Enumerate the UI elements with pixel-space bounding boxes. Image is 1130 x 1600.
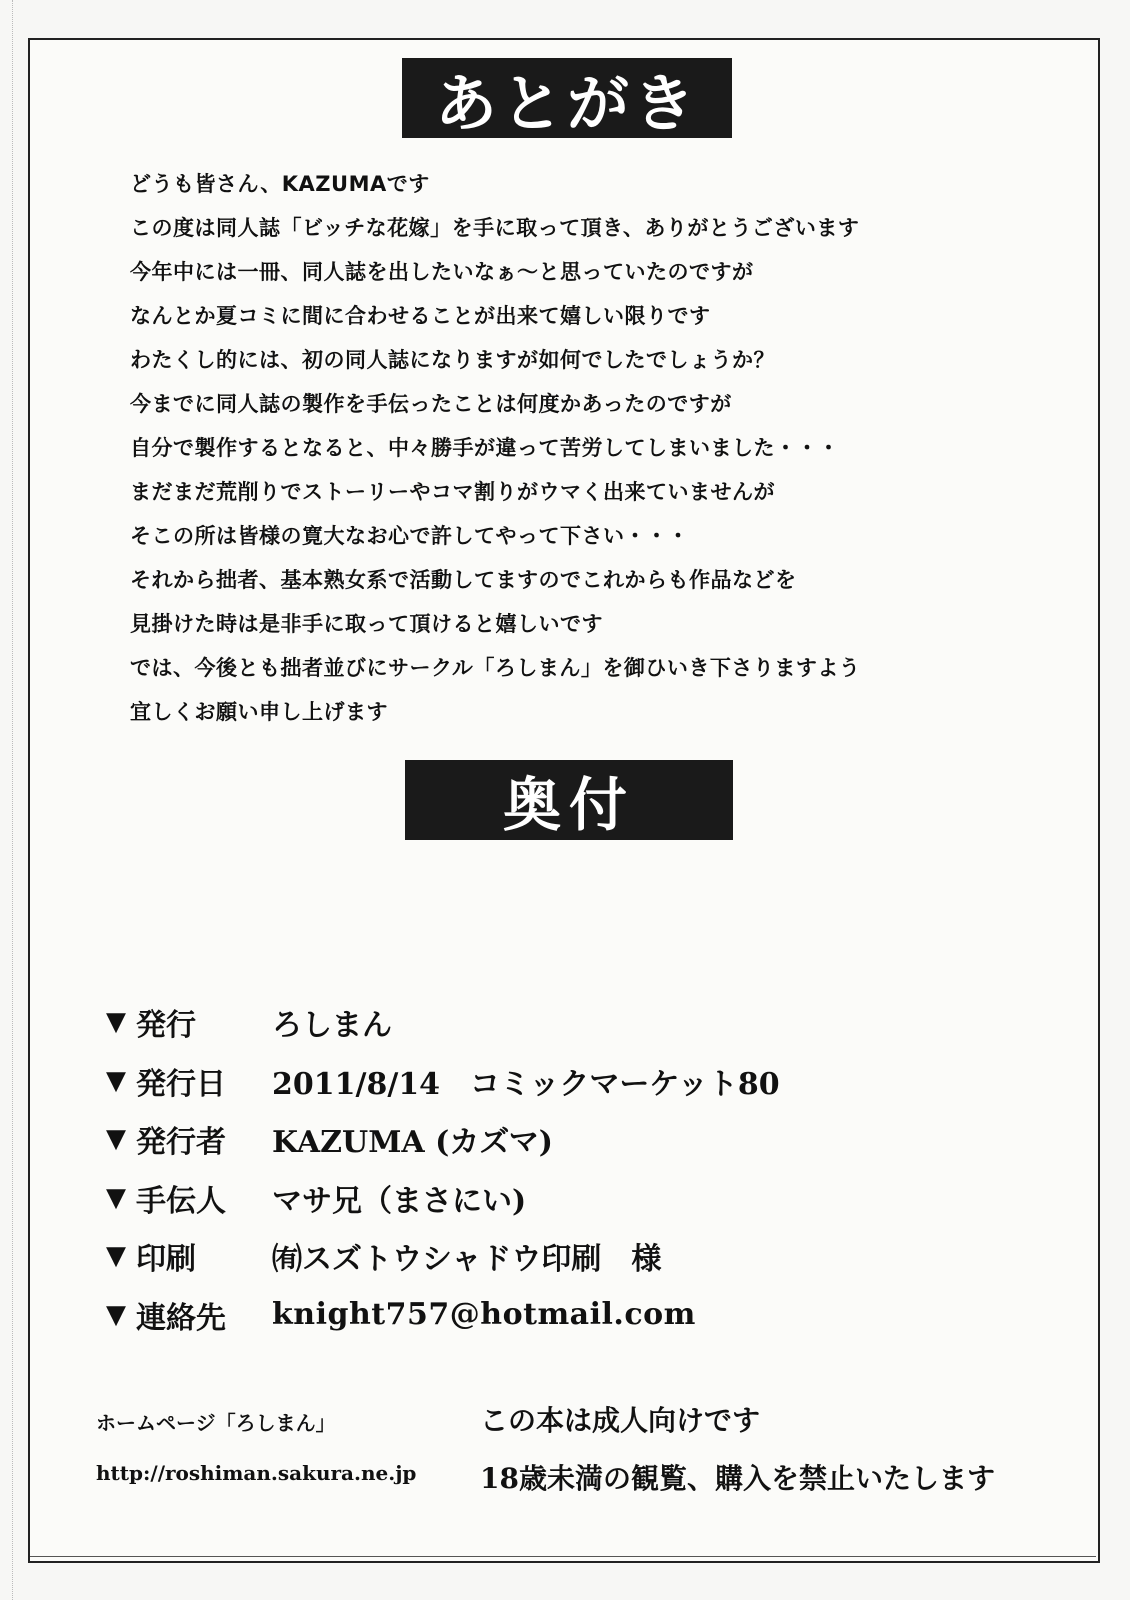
triangle-marker-icon: ▼: [106, 1007, 126, 1038]
frame-bottom-rule: [30, 1556, 1096, 1557]
atogaki-line: まだまだ荒削りでストーリーやコマ割りがウマく出来ていませんが: [130, 480, 775, 504]
colophon-value: マサ兄（まさにい): [272, 1183, 527, 1219]
colophon-label: 手伝人: [136, 1183, 226, 1219]
adult-notice-line: この本は成人向けです: [480, 1404, 761, 1437]
triangle-marker-icon: ▼: [106, 1182, 126, 1213]
atogaki-line: どうも皆さん、KAZUMAです: [130, 172, 430, 196]
colophon-label: 発行者: [136, 1125, 226, 1161]
atogaki-line: そこの所は皆様の寛大なお心で許してやって下さい・・・: [130, 524, 689, 548]
adult-notice-line: 18歳未満の観覧、購入を禁止いたします: [480, 1462, 995, 1495]
triangle-marker-icon: ▼: [106, 1065, 126, 1096]
colophon-item-author: [106, 1110, 886, 1169]
colophon-value: ろしまん: [272, 1008, 392, 1044]
colophon-item-publisher-circle: [106, 993, 886, 1052]
okuzuke-heading: 奥付: [405, 760, 733, 840]
colophon-item-date: [106, 1052, 886, 1111]
colophon-list: [106, 993, 886, 1344]
atogaki-body: [130, 162, 1050, 734]
colophon-value: ㈲スズトウシャドウ印刷 様: [272, 1242, 662, 1278]
triangle-marker-icon: ▼: [106, 1299, 126, 1330]
homepage-url: http://roshiman.sakura.ne.jp: [96, 1461, 417, 1485]
contact-email: knight757@hotmail.com: [272, 1297, 696, 1333]
homepage-label: ホームページ「ろしまん」: [96, 1411, 336, 1435]
triangle-marker-icon: ▼: [106, 1124, 126, 1155]
colophon-label: 発行: [136, 1008, 196, 1044]
atogaki-line: この度は同人誌「ビッチな花嫁」を手に取って頂き、ありがとうございます: [130, 216, 860, 240]
triangle-marker-icon: ▼: [106, 1241, 126, 1272]
colophon-label: 連絡先: [136, 1300, 226, 1336]
colophon-item-printer: [106, 1227, 886, 1286]
atogaki-line: 今までに同人誌の製作を手伝ったことは何度かあったのですが: [130, 392, 732, 416]
colophon-label: 発行日: [136, 1066, 226, 1102]
colophon-item-assistant: [106, 1169, 886, 1228]
adult-notice: [480, 1392, 1080, 1508]
colophon-label: 印刷: [136, 1242, 196, 1278]
atogaki-line: 宜しくお願い申し上げます: [130, 700, 388, 724]
colophon-value: KAZUMA (カズマ): [272, 1125, 553, 1161]
atogaki-line: それから拙者、基本熟女系で活動してますのでこれからも作品などを: [130, 568, 797, 592]
atogaki-line: わたくし的には、初の同人誌になりますが如何でしたでしょうか？: [130, 348, 775, 372]
atogaki-line: 今年中には一冊、同人誌を出したいなぁ～と思っていたのですが: [130, 260, 754, 284]
atogaki-heading: あとがき: [402, 58, 732, 138]
atogaki-line: では、今後とも拙者並びにサークル「ろしまん」を御ひいき下さりますよう: [130, 656, 861, 680]
atogaki-line: 自分で製作するとなると、中々勝手が違って苦労してしまいました・・・: [130, 436, 840, 460]
homepage-block: [96, 1398, 476, 1498]
page-edge: [0, 0, 13, 1600]
atogaki-line: なんとか夏コミに間に合わせることが出来て嬉しい限りです: [130, 304, 711, 328]
colophon-item-contact: [106, 1286, 886, 1345]
colophon-value: 2011/8/14 コミックマーケット80: [272, 1066, 780, 1102]
atogaki-line: 見掛けた時は是非手に取って頂けると嬉しいです: [130, 612, 603, 636]
